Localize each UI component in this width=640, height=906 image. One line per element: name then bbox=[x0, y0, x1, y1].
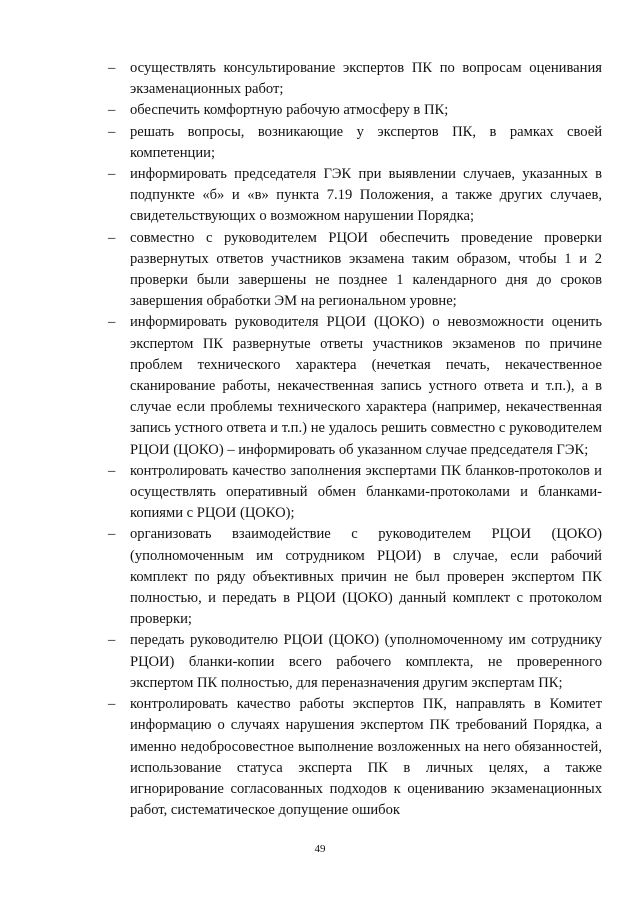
list-item bbox=[108, 630, 602, 694]
list-item bbox=[108, 228, 602, 313]
list-item bbox=[108, 312, 602, 460]
list-item bbox=[108, 524, 602, 630]
list-item-text: организовать взаимодействие с руководителем РЦОИ (ЦОКО) (уполномоченным им сотрудником РЦОИ) в случае, если рабочий комплект по ряду объективных причин не был проверен экспертом ПК полностью, и передать в РЦОИ (ЦОКО) данный комплект с протоколом проверки; bbox=[130, 526, 602, 628]
dash-bullet: – bbox=[108, 526, 116, 543]
list-item-text: совместно с руководителем РЦОИ обеспечить проведение проверки развернутых ответов участников экзамена таким образом, чтобы 1 и 2 проверки были завершены не позднее 1 календарного дня до сроков завершения обработки ЭМ на региональном уровне; bbox=[130, 229, 602, 310]
list-item bbox=[108, 694, 602, 821]
dash-bullet: – bbox=[108, 462, 116, 479]
list-item bbox=[108, 164, 602, 228]
duties-list bbox=[108, 58, 602, 821]
dash-bullet: – bbox=[108, 696, 116, 713]
list-item bbox=[108, 100, 602, 121]
dash-bullet: – bbox=[108, 632, 116, 649]
list-item-text: осуществлять консультирование экспертов ПК по вопросам оценивания экзаменационных работ; bbox=[130, 60, 602, 98]
list-item bbox=[108, 461, 602, 525]
list-item-text: обеспечить комфортную рабочую атмосферу в ПК; bbox=[130, 102, 449, 119]
list-item-text: информировать председателя ГЭК при выявлении случаев, указанных в подпункте «б» и «в» пункта 7.19 Положения, а также других случаев, свидетельствующих о возможном нарушении Порядка; bbox=[130, 166, 602, 225]
list-item bbox=[108, 58, 602, 100]
dash-bullet: – bbox=[108, 314, 116, 331]
list-item-text: передать руководителю РЦОИ (ЦОКО) (уполномоченному им сотруднику РЦОИ) бланки-копии всего рабочего комплекта, не проверенного экспертом ПК полностью, для переназначения другим экспертам ПК; bbox=[130, 632, 602, 691]
list-item-text: контролировать качество заполнения экспертами ПК бланков-протоколов и осуществлять оперативный обмен бланками-протоколами и бланками-копиями с РЦОИ (ЦОКО); bbox=[130, 462, 602, 522]
dash-bullet: – bbox=[108, 166, 116, 183]
list-item bbox=[108, 122, 602, 164]
dash-bullet: – bbox=[108, 229, 116, 246]
dash-bullet: – bbox=[108, 60, 116, 76]
dash-bullet: – bbox=[108, 102, 116, 119]
list-item-text: решать вопросы, возникающие у экспертов ПК, в рамках своей компетенции; bbox=[130, 123, 602, 161]
page-number: 49 bbox=[314, 843, 326, 855]
dash-bullet: – bbox=[108, 123, 116, 140]
list-item-text: информировать руководителя РЦОИ (ЦОКО) о невозможности оценить экспертом ПК развернутые ответы участников экзаменов по причине проблем технического характера (нечеткая печать, некачественное сканирование работы, некачественная запись устного ответа и т.п.), а в случае если проблемы технического характера (например, некачественная запись устного ответа и т.п.) не удалось решить совместно с руководителем РЦОИ (ЦОКО) – информировать об указанном случае председателя ГЭК; bbox=[130, 314, 602, 458]
list-item-text: контролировать качество работы экспертов ПК, направлять в Комитет информацию о случаях нарушения экспертом ПК требований Порядка, а именно недобросовестное выполнение возложенных на него обязанностей, использование статуса эксперта ПК в личных целях, а также игнорирование согласованных подходов к оцениванию экзаменационных работ, систематическое допущение ошибок bbox=[130, 696, 602, 819]
